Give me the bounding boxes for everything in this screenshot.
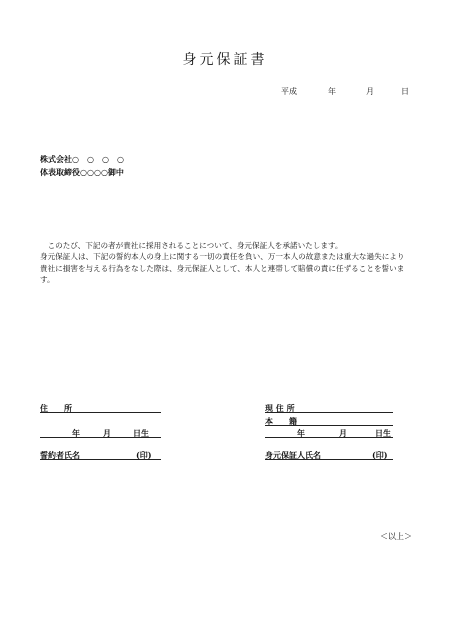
left-birth-line bbox=[40, 437, 161, 438]
right-address-line bbox=[265, 412, 393, 413]
date-day: 日 bbox=[401, 87, 409, 96]
right-birth-line bbox=[265, 437, 393, 438]
right-domicile-line bbox=[265, 425, 393, 426]
right-domicile-label: 本 籍 bbox=[265, 416, 297, 426]
date-year: 年 bbox=[328, 87, 336, 96]
date-era: 平成 bbox=[281, 87, 297, 96]
addressee-company: 株式会社○ ○ ○ ○ bbox=[40, 154, 124, 164]
right-birth-month: 月 bbox=[339, 428, 347, 438]
right-address-label: 現 住 所 bbox=[265, 403, 295, 413]
date-month: 月 bbox=[366, 87, 374, 96]
right-name-label: 身元保証人氏名 bbox=[265, 450, 321, 460]
right-birth-day: 日生 bbox=[375, 428, 391, 438]
left-address-label: 住 所 bbox=[40, 403, 72, 413]
body-paragraph: 身元保証人は、下記の誓約本人の身上に関する一切の責任を負い、万一本人の故意または重大な過失により貴社に損害を与える行為をなした際は、身元保証人として、本人と連帯して賠償の責に任ずることを誓います。 bbox=[40, 252, 405, 285]
left-birth-month: 月 bbox=[103, 428, 111, 438]
ending-mark: ＜以上＞ bbox=[380, 532, 412, 541]
right-birth-year: 年 bbox=[297, 428, 305, 438]
body-text bbox=[40, 240, 412, 286]
left-name-label: 誓約者氏名 bbox=[40, 450, 80, 460]
left-seal: (印) bbox=[136, 450, 152, 460]
left-address-line bbox=[40, 412, 161, 413]
right-name-line bbox=[265, 459, 393, 460]
document-title: 身元保証書 bbox=[182, 52, 268, 68]
addressee-representative: 体表取締役○○○○御中 bbox=[40, 167, 124, 177]
left-name-line bbox=[40, 459, 161, 460]
left-birth-year: 年 bbox=[72, 428, 80, 438]
left-birth-day: 日生 bbox=[133, 428, 149, 438]
body-paragraph: このたび、下記の者が貴社に採用されることについて、身元保証人を承諾いたします。 bbox=[40, 241, 343, 250]
right-seal: (印) bbox=[372, 450, 388, 460]
